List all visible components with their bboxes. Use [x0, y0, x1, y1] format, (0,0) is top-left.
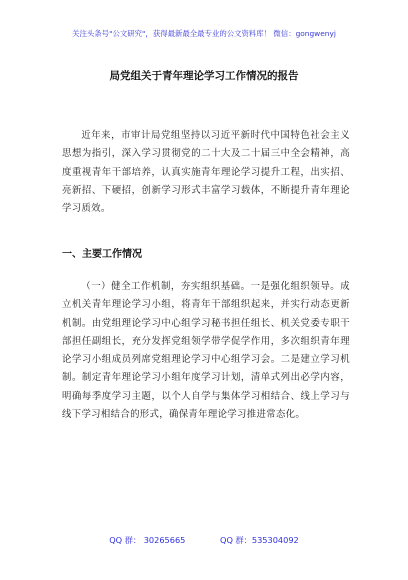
intro-paragraph: [62, 127, 350, 218]
document-title: 局党组关于青年理论学习工作情况的报告: [109, 70, 299, 82]
footer-qq-groups: [0, 535, 408, 546]
qq-group-2: QQ 群：535304092: [220, 535, 299, 545]
section-heading: 一、主要工作情况: [62, 249, 142, 260]
section-paragraph-text: （一）健全工作机制，夯实组织基础。一是强化组织领导。成立机关青年理论学习小组，将青年干部组织起来，并实行动态更新机制。由党组理论学习中心组学习秘书担任组长、机关党委专职干部担任副组长，充分发挥党组领学带学促学作用，多次组织青年理论学习小组成员列席党组理论学习中心组学习会。二是建立学习机制。制定青年理论学习小组年度学习计划，清单式列出必学内容，明确每季度学习主题，以个人自学与集体学习相结合、线上学习与线下学习相结合的形式，确保青年理论学习推进常态化。: [62, 281, 350, 421]
intro-paragraph-text: 近年来，市审计局党组坚持以习近平新时代中国特色社会主义思想为指引，深入学习贯彻党的二十大及二十届三中全会精神，高度重视青年干部培养，认真实施青年理论学习提升工程，出实招、亮新招、下硬招，创新学习形式丰富学习载体，不断提升青年理论学习质效。: [62, 130, 350, 215]
promo-banner: 关注头条号"公文研究"，获得最新最全最专业的公文资料库！ 微信：gongwenyj: [72, 29, 336, 38]
section-paragraph: [62, 278, 350, 424]
qq-group-1: QQ 群： 30265665: [109, 535, 186, 545]
